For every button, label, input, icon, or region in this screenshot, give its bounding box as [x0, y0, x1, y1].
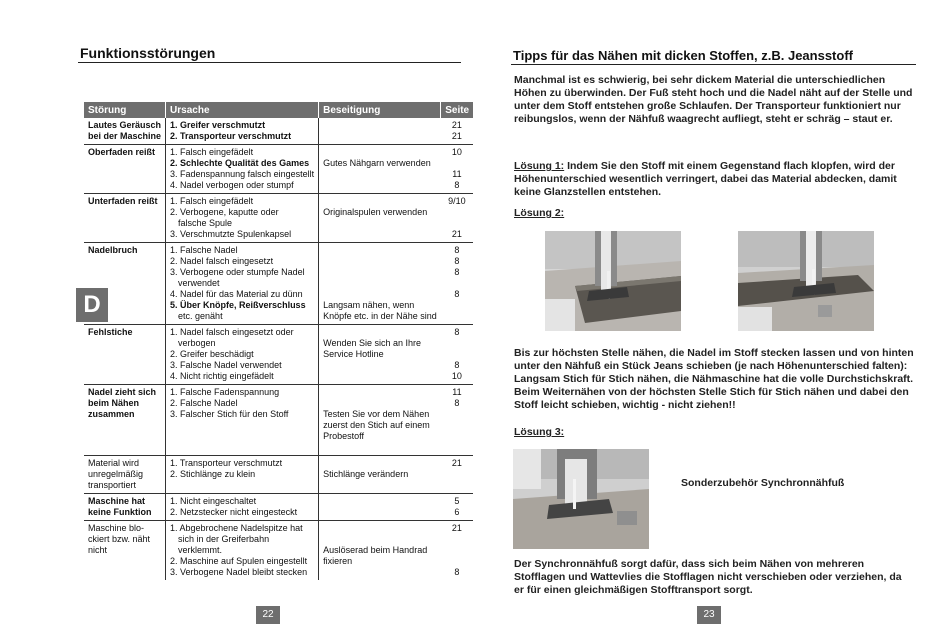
- ursache-line: 3. Fadenspannung falsch eingestellt: [170, 169, 315, 179]
- stoerung-line: Maschine hat: [88, 496, 146, 506]
- seite-line: 8: [454, 245, 460, 255]
- beseitigung-line: [323, 267, 437, 278]
- left-page-title: Funktionsstörungen: [80, 45, 216, 61]
- cell-stoerung: [84, 456, 166, 494]
- stoerung-line: unregelmäßig: [88, 469, 144, 479]
- beseitigung-line: [323, 387, 437, 398]
- ursache-line: etc. genäht: [178, 311, 223, 321]
- seite-line: [445, 300, 469, 311]
- stoerung-line: Lautes Geräusch: [88, 120, 162, 130]
- solution-3-block: [514, 426, 914, 439]
- cell-seite: [441, 194, 473, 243]
- cell-beseitigung: [319, 325, 441, 385]
- seite-line: [445, 431, 469, 442]
- beseitigung-line: [323, 327, 437, 338]
- beseitigung-line: Testen Sie vor dem Nähen: [323, 409, 430, 419]
- ursache-line: falsche Spule: [178, 218, 233, 228]
- seite-line: [445, 218, 469, 229]
- cell-beseitigung: [319, 385, 441, 456]
- seite-line: [445, 420, 469, 431]
- ursache-line: 2. Greifer beschädigt: [170, 349, 254, 359]
- sewing-photo-2: [738, 231, 874, 331]
- seite-line: [445, 338, 469, 349]
- table-row: [84, 456, 473, 494]
- stoerung-line: Maschine blo-: [88, 523, 145, 533]
- ursache-line: verklemmt.: [178, 545, 223, 555]
- ursache-line: 2. Nadel falsch eingesetzt: [170, 256, 274, 266]
- cell-ursache: [166, 456, 319, 494]
- left-page-number: 22: [256, 606, 280, 624]
- beseitigung-line: [323, 289, 437, 300]
- seite-line: 10: [451, 371, 462, 381]
- ursache-line: [170, 420, 314, 431]
- solution-1-text: Indem Sie den Stoff mit einem Gegenstand flach klopfen, wird der Höhenunterschied wesentlich verringert, dabei das Material abdecken, damit keine Glanzstellen entstehen.: [514, 160, 897, 198]
- ursache-line: [170, 431, 314, 442]
- header-seite: Seite: [441, 102, 473, 118]
- stoerung-line: ckiert bzw. näht: [88, 534, 151, 544]
- beseitigung-line: Wenden Sie sich an Ihre: [323, 338, 422, 348]
- cell-beseitigung: [319, 145, 441, 194]
- ursache-line: 4. Nadel für das Material zu dünn: [170, 289, 303, 299]
- seite-line: 8: [454, 289, 460, 299]
- cell-beseitigung: [319, 521, 441, 581]
- right-title-rule: [511, 64, 916, 65]
- intro-paragraph: Manchmal ist es schwierig, bei sehr dickem Material die unterschiedlichen Höhen zu überwinden. Der Fuß steht hoch und die Nadel näht auf der Stelle und unter dem Stoff entstehen große Schlaufen. Der Transporteur funktioniert nur reibungslos, wenn der Nähfuß waagrecht aufliegt, steht er schräg – staut er.: [514, 74, 913, 125]
- seite-line: 21: [451, 523, 462, 533]
- seite-line: 11: [452, 387, 462, 397]
- left-title-rule: [78, 62, 461, 63]
- beseitigung-line: Probestoff: [323, 431, 365, 441]
- ursache-line: 1. Falsch eingefädelt: [170, 147, 254, 157]
- ursache-line: 4. Nicht richtig eingefädelt: [170, 371, 274, 381]
- table-row: [84, 145, 473, 194]
- seite-line: [445, 556, 469, 567]
- table-row: [84, 194, 473, 243]
- seite-line: 10: [451, 147, 462, 157]
- table-row: [84, 118, 473, 145]
- table-row: [84, 521, 473, 581]
- cell-stoerung: [84, 521, 166, 581]
- beseitigung-line: [323, 567, 437, 578]
- seite-line: 8: [454, 360, 460, 370]
- cell-seite: [441, 325, 473, 385]
- beseitigung-line: Service Hotline: [323, 349, 384, 359]
- table-header-row: [84, 102, 473, 118]
- seite-line: 21: [451, 120, 462, 130]
- beseitigung-line: Knöpfe etc. in der Nähe sind: [323, 311, 437, 321]
- ursache-line: 1. Falsche Fadenspannung: [170, 387, 280, 397]
- troubleshooting-table: [84, 102, 473, 580]
- seite-line: [445, 469, 469, 480]
- beseitigung-line: [323, 458, 437, 469]
- cell-stoerung: [84, 385, 166, 456]
- closing-paragraph: Der Synchronnähfuß sorgt dafür, dass sich beim Nähen von mehreren Stofflagen und Wattevlies die Stofflagen nicht verschieben oder verziehen, da er für einen gleichmäßigen Stofftransport sorgt.: [514, 558, 902, 596]
- seite-line: 21: [451, 458, 462, 468]
- cell-ursache: [166, 494, 319, 521]
- seite-line: 21: [451, 131, 462, 141]
- cell-beseitigung: [319, 243, 441, 325]
- beseitigung-line: [323, 180, 437, 191]
- cell-ursache: [166, 385, 319, 456]
- cell-ursache: [166, 243, 319, 325]
- cell-seite: [441, 494, 473, 521]
- cell-seite: [441, 145, 473, 194]
- beseitigung-line: [323, 169, 437, 180]
- right-page-title: Tipps für das Nähen mit dicken Stoffen, z.B. Jeansstoff: [513, 48, 853, 63]
- seite-line: [445, 545, 469, 556]
- ursache-line: 1. Nicht eingeschaltet: [170, 496, 257, 506]
- seite-line: [445, 349, 469, 360]
- seite-line: [445, 158, 469, 169]
- seite-line: 21: [451, 229, 462, 239]
- ursache-line: [170, 442, 314, 453]
- beseitigung-line: Langsam nähen, wenn: [323, 300, 415, 310]
- solution-2-block: [514, 207, 914, 220]
- beseitigung-line: [323, 245, 437, 256]
- seite-line: [445, 207, 469, 218]
- stoerung-line: keine Funktion: [88, 507, 152, 517]
- ursache-line: 3. Falsche Nadel verwendet: [170, 360, 282, 370]
- ursache-line: 4. Nadel verbogen oder stumpf: [170, 180, 294, 190]
- header-stoerung: Störung: [84, 102, 166, 118]
- seite-line: 9/10: [448, 196, 466, 206]
- cell-seite: [441, 385, 473, 456]
- table-row: [84, 325, 473, 385]
- beseitigung-line: [323, 278, 437, 289]
- ursache-line: 1. Falsch eingefädelt: [170, 196, 254, 206]
- seite-line: 6: [454, 507, 460, 517]
- sewing-photo-1: [545, 231, 681, 331]
- ursache-line: 5. Über Knöpfe, Reißverschluss: [170, 300, 306, 310]
- cell-ursache: [166, 145, 319, 194]
- seite-line: 11: [452, 169, 462, 179]
- solution-1-label: Lösung 1:: [514, 160, 565, 172]
- table-row: [84, 494, 473, 521]
- seite-line: 8: [454, 567, 460, 577]
- header-beseitigung: Beseitigung: [319, 102, 441, 118]
- beseitigung-line: [323, 256, 437, 267]
- stoerung-line: bei der Maschine: [88, 131, 162, 141]
- stoerung-line: beim Nähen: [88, 398, 140, 408]
- cell-beseitigung: [319, 194, 441, 243]
- seite-line: 8: [454, 180, 460, 190]
- beseitigung-line: fixieren: [323, 556, 353, 566]
- stoerung-line: Oberfaden reißt: [88, 147, 156, 157]
- accessory-caption: Sonderzubehör Synchronnähfuß: [681, 477, 845, 489]
- ursache-line: 2. Netzstecker nicht eingesteckt: [170, 507, 298, 517]
- ursache-line: 3. Verschmutzte Spulenkapsel: [170, 229, 292, 239]
- cell-beseitigung: [319, 118, 441, 145]
- beseitigung-line: [323, 398, 437, 409]
- cell-seite: [441, 118, 473, 145]
- cell-stoerung: [84, 194, 166, 243]
- cell-seite: [441, 521, 473, 581]
- ursache-line: verbogen: [178, 338, 216, 348]
- ursache-line: 2. Schlechte Qualität des Games: [170, 158, 310, 168]
- cell-stoerung: [84, 118, 166, 145]
- seite-line: 8: [454, 256, 460, 266]
- beseitigung-line: Auslöserad beim Handrad: [323, 545, 428, 555]
- stoerung-line: Material wird: [88, 458, 140, 468]
- cell-stoerung: [84, 145, 166, 194]
- solution-3-label: Lösung 3:: [514, 426, 565, 438]
- ursache-line: 2. Falsche Nadel: [170, 398, 238, 408]
- ursache-line: 1. Nadel falsch eingesetzt oder: [170, 327, 294, 337]
- solution-2-paragraph: Bis zur höchsten Stelle nähen, die Nadel im Stoff stecken lassen und von hinten unter den Nähfuß ein Stück Jeans schieben (je nach Höhenunterschied falten): Langsam Stich für Stich nähen, die Nähmaschine hat die volle Durchstichskraft. Beim Weiternähen von der höchsten Stelle Stich für Stich nähen und dabei den Stoff leicht schieben, wichtig - nicht ziehen!!: [514, 347, 914, 411]
- ursache-line: 3. Verbogene Nadel bleibt stecken: [170, 567, 308, 577]
- beseitigung-line: zuerst den Stich auf einem: [323, 420, 430, 430]
- ursache-line: 2. Transporteur verschmutzt: [170, 131, 292, 141]
- ursache-line: 1. Transporteur verschmutzt: [170, 458, 283, 468]
- ursache-line: sich in der Greiferbahn: [178, 534, 270, 544]
- cell-stoerung: [84, 325, 166, 385]
- cell-seite: [441, 456, 473, 494]
- seite-line: 5: [454, 496, 460, 506]
- seite-line: [445, 278, 469, 289]
- cell-beseitigung: [319, 494, 441, 521]
- ursache-line: 2. Verbogene, kaputte oder: [170, 207, 279, 217]
- ursache-line: 2. Maschine auf Spulen eingestellt: [170, 556, 308, 566]
- cell-seite: [441, 243, 473, 325]
- cell-ursache: [166, 325, 319, 385]
- table-row: [84, 385, 473, 456]
- beseitigung-line: [323, 360, 437, 371]
- beseitigung-line: Originalspulen verwenden: [323, 207, 428, 217]
- stoerung-line: Fehlstiche: [88, 327, 133, 337]
- stoerung-line: zusammen: [88, 409, 135, 419]
- seite-line: 8: [454, 267, 460, 277]
- ursache-line: 1. Abgebrochene Nadelspitze hat: [170, 523, 303, 533]
- beseitigung-line: Stichlänge verändern: [323, 469, 409, 479]
- stoerung-line: Nadelbruch: [88, 245, 138, 255]
- ursache-line: 1. Greifer verschmutzt: [170, 120, 266, 130]
- ursache-line: 3. Verbogene oder stumpfe Nadel: [170, 267, 305, 277]
- stoerung-line: transportiert: [88, 480, 137, 490]
- table-row: [84, 243, 473, 325]
- ursache-line: 1. Falsche Nadel: [170, 245, 238, 255]
- beseitigung-line: [323, 534, 437, 545]
- solution-2-label: Lösung 2:: [514, 207, 565, 219]
- stoerung-line: Nadel zieht sich: [88, 387, 157, 397]
- beseitigung-line: Gutes Nähgarn verwenden: [323, 158, 431, 168]
- seite-line: [445, 409, 469, 420]
- cell-ursache: [166, 118, 319, 145]
- beseitigung-line: [323, 229, 437, 240]
- cell-ursache: [166, 194, 319, 243]
- beseitigung-line: [323, 371, 437, 382]
- beseitigung-line: [323, 218, 437, 229]
- ursache-line: 2. Stichlänge zu klein: [170, 469, 256, 479]
- right-page-number: 23: [697, 606, 721, 624]
- ursache-line: 3. Falscher Stich für den Stoff: [170, 409, 289, 419]
- chapter-tab-d: D: [76, 288, 108, 322]
- stoerung-line: Unterfaden reißt: [88, 196, 158, 206]
- solution-1-block: [514, 160, 914, 199]
- seite-line: [445, 534, 469, 545]
- cell-stoerung: [84, 494, 166, 521]
- seite-line: [445, 311, 469, 322]
- beseitigung-line: [323, 523, 437, 534]
- beseitigung-line: [323, 147, 437, 158]
- cell-ursache: [166, 521, 319, 581]
- beseitigung-line: [323, 196, 437, 207]
- header-ursache: Ursache: [166, 102, 319, 118]
- cell-beseitigung: [319, 456, 441, 494]
- stoerung-line: nicht: [88, 545, 108, 555]
- ursache-line: verwendet: [178, 278, 220, 288]
- synchron-foot-photo: [513, 449, 649, 549]
- seite-line: 8: [454, 398, 460, 408]
- seite-line: 8: [454, 327, 460, 337]
